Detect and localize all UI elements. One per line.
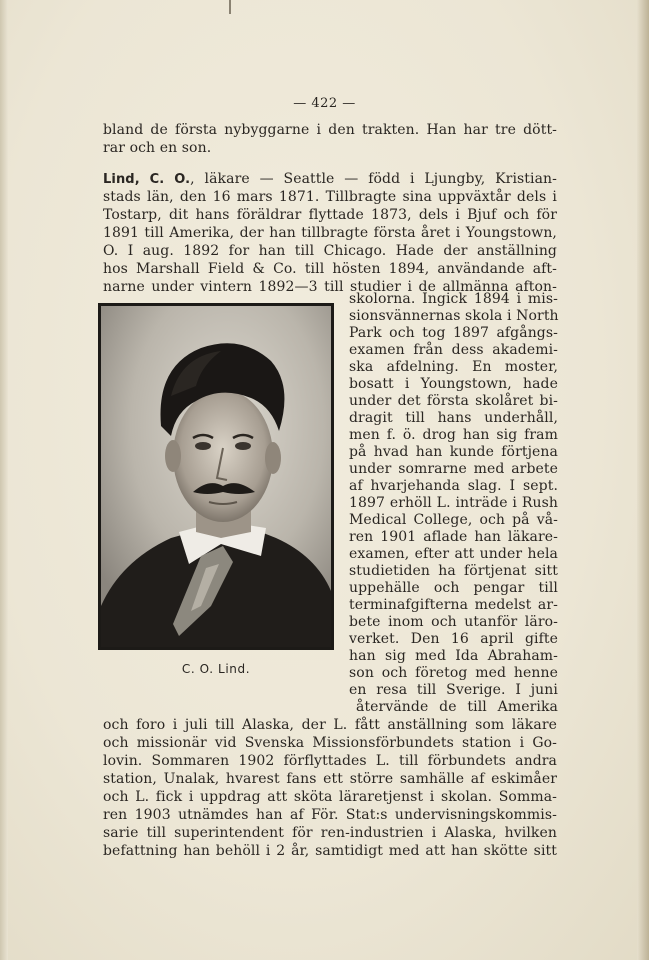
column-line: ren 1901 aflade han läkare- (349, 529, 558, 545)
body-line: sarie till superintendent för ren-industrien i Alaska, hvilken (103, 825, 557, 841)
body-line: O. I aug. 1892 for han till Chicago. Hade der anställning (103, 243, 557, 259)
column-line: af hvarjehanda slag. I sept. (349, 478, 558, 494)
photo-caption: C. O. Lind. (181, 662, 251, 676)
body-line: narne under vintern 1892—3 till studier i de allmänna afton- (103, 279, 557, 295)
body-line: stads län, den 16 mars 1871. Tillbragte sina uppväxtår dels i (103, 189, 557, 205)
column-line: Medical College, och på vå- (349, 512, 558, 528)
page-right-edge (637, 0, 649, 960)
column-line: under somrarne med arbete (349, 461, 558, 477)
column-line: en resa till Sverige. I juni (349, 682, 558, 698)
body-line: Tostarp, dit hans föräldrar flyttade 1873, dels i Bjuf och för (103, 207, 557, 223)
body-line: och foro i juli till Alaska, der L. fått anställning som läkare (103, 717, 557, 733)
page-left-edge (0, 0, 8, 960)
body-line: och L. fick i uppdrag att sköta läraretjenst i skolan. Somma- (103, 789, 557, 805)
binding-mark (229, 0, 231, 14)
entry-first-line-text: , läkare — Seattle — född i Ljungby, Kristian- (190, 171, 558, 187)
portrait-photo-frame (98, 303, 334, 650)
body-line: lovin. Sommaren 1902 förflyttades L. till förbundets andra (103, 753, 557, 769)
column-line: examen från dess akademi- (349, 342, 558, 358)
column-line: dragit till hans underhåll, (349, 410, 558, 426)
body-line: station, Unalak, hvarest fans ett större samhälle af eskimåer (103, 771, 557, 787)
body-line: ren 1903 utnämdes han af För. Stat:s undervisningskommis- (103, 807, 557, 823)
column-line: skolorna. Ingick 1894 i mis- (349, 291, 558, 307)
column-line: terminafgifterna medelst ar- (349, 597, 558, 613)
body-line: och missionär vid Svenska Missionsförbundets station i Go- (103, 735, 557, 751)
portrait-photo (101, 306, 331, 647)
body-line: hos Marshall Field & Co. till hösten 1894, användande aft- (103, 261, 557, 277)
body-line: 1891 till Amerika, der han tillbragte första året i Youngstown, (103, 225, 557, 241)
column-line: han sig med Ida Abraham- (349, 648, 558, 664)
column-line: bosatt i Youngstown, hade (349, 376, 558, 392)
column-line: men f. ö. drog han sig fram (349, 427, 558, 443)
body-line: befattning han behöll i 2 år, samtidigt med att han skötte sitt (103, 843, 557, 859)
intro-line: bland de första nybyggarne i den trakten. Han har tre dött- (103, 122, 557, 138)
column-line: sionsvännernas skola i North (349, 308, 559, 324)
column-line: 1897 erhöll L. inträde i Rush (349, 495, 558, 511)
column-line: verket. Den 16 april gifte (349, 631, 558, 647)
column-line: bete inom och utanför läro- (349, 614, 558, 630)
column-line: återvände de till Amerika (356, 699, 558, 715)
page-number: — 422 — (293, 96, 356, 111)
column-line: under det första skolåret bi- (349, 393, 558, 409)
column-line: examen, efter att under hela (349, 546, 558, 562)
column-line: uppehälle och pengar till (349, 580, 558, 596)
entry-heading: Lind, C. O. (103, 172, 191, 187)
column-line: på hvad han kunde förtjena (349, 444, 558, 460)
intro-line: rar och en son. (103, 140, 212, 156)
column-line: studietiden ha förtjenat sitt (349, 563, 558, 579)
column-line: Park och tog 1897 afgångs- (349, 325, 558, 341)
column-line: ska afdelning. En moster, (349, 359, 558, 375)
column-line: son och företog med henne (349, 665, 558, 681)
entry-first-line (103, 170, 557, 189)
